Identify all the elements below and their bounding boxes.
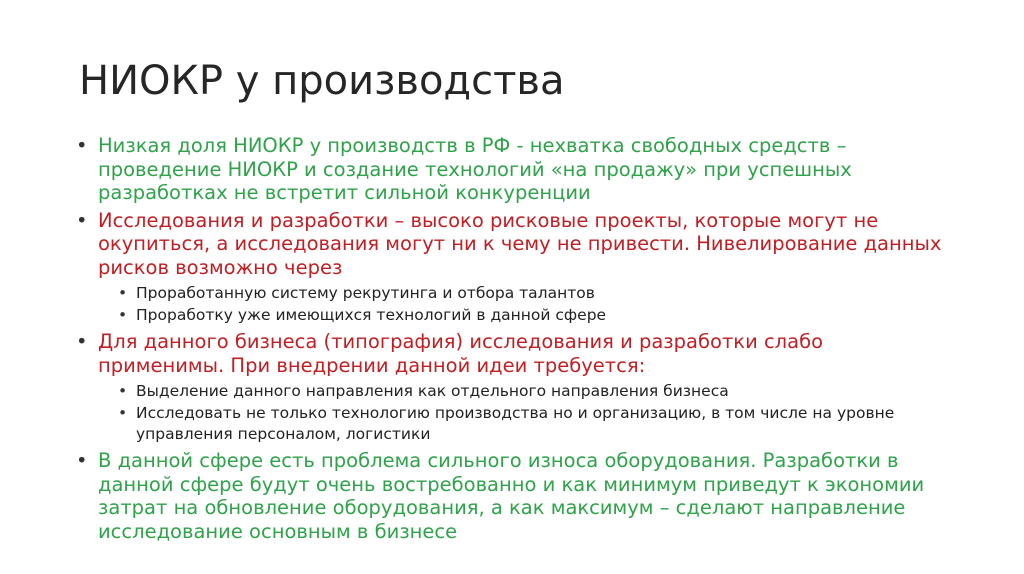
sub-bullet-text: Исследовать не только технологию производства но и организацию, в том числе на уровне управления персоналом, логистики [136,404,895,443]
bullet-icon: • [118,284,128,302]
bullet-icon: • [118,306,128,324]
sub-bullet-item [72,283,952,304]
sub-bullet-text: Проработку уже имеющихся технологий в данной сфере [136,306,607,324]
bullet-icon: • [76,208,88,232]
bullet-icon: • [76,134,88,157]
sub-bullet-item [72,403,952,445]
bullet-icon: • [118,382,128,400]
bullet-item-1 [72,134,952,205]
bullet-text: Низкая доля НИОКР у производств в РФ - нехватка свободных средств – проведение НИОКР и создание технологий «на продажу» при успешных разработках не встретит сильной конкуренции [98,134,852,204]
sub-bullet-text: Проработанную систему рекрутинга и отбора талантов [136,284,595,302]
sub-list-3 [72,381,952,445]
slide-title: НИОКР у производства [79,58,565,104]
sub-bullet-text: Выделение данного направления как отдельного направления бизнеса [136,382,729,400]
bullet-item-2 [72,209,952,280]
sub-bullet-item [72,305,952,326]
sub-bullet-item [72,381,952,402]
bullet-icon: • [76,330,88,353]
bullet-text: Исследования и разработки – высоко рисковые проекты, которые могут не окупиться, а исследования могут ни к чему не привести. Нивелирование данных рисков возможно через [98,208,942,279]
bullet-item-4 [72,449,952,543]
bullet-item-3 [72,330,952,377]
sub-list-2 [72,283,952,326]
bullet-icon: • [118,404,128,422]
slide-body [72,134,952,547]
bullet-icon: • [76,449,88,472]
bullet-text: Для данного бизнеса (типография) исследования и разработки слабо применимы. При внедрении данной идеи требуется: [98,330,824,377]
bullet-text: В данной сфере есть проблема сильного износа оборудования. Разработки в данной сфере будут очень востребованно и как минимум приведут к экономии затрат на обновление оборудования, а как максимум – сделают направление исследование основным в бизнесе [98,449,925,543]
